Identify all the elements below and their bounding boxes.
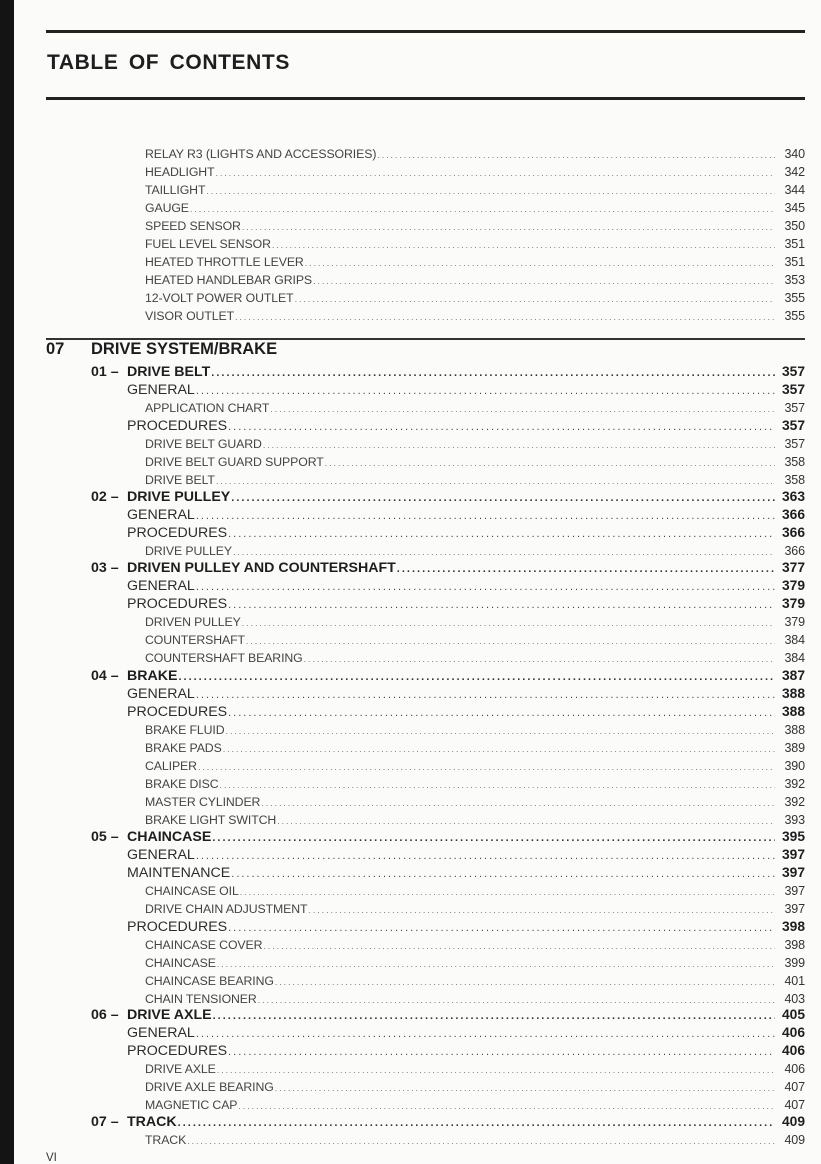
toc-entry-page: 355 [784, 309, 805, 323]
toc-entry-label: GAUGE [145, 201, 189, 215]
toc-entry-label: FUEL LEVEL SENSOR [145, 237, 271, 251]
dot-leader [238, 1101, 775, 1111]
toc-entry[interactable] [145, 273, 805, 287]
toc-entry-page: 398 [781, 919, 805, 934]
toc-entry[interactable] [145, 147, 805, 161]
toc-entry-page: 397 [781, 847, 805, 862]
chapter-title: BRAKE [127, 668, 178, 684]
toc-entry-page: 357 [784, 437, 805, 451]
dot-leader [275, 1083, 775, 1093]
dot-leader [228, 707, 775, 719]
dot-leader [228, 421, 775, 433]
section-title: DRIVE SYSTEM/BRAKE [91, 340, 278, 358]
toc-entry-page: 397 [781, 865, 805, 880]
toc-entry-label: 12-VOLT POWER OUTLET [145, 291, 294, 305]
toc-entry[interactable] [145, 938, 805, 952]
chapter-page: 409 [781, 1114, 805, 1129]
chapter-page: 395 [781, 829, 805, 844]
toc-entry-label: HEADLIGHT [145, 165, 215, 179]
chapter-number: 06 – [91, 1007, 119, 1023]
dot-leader [305, 258, 775, 268]
chapter-title: DRIVE BELT [127, 364, 211, 380]
toc-entry-page: 358 [784, 473, 805, 487]
toc-entry-page: 407 [784, 1098, 805, 1112]
toc-entry-page: 379 [781, 596, 805, 611]
toc-entry[interactable] [145, 902, 805, 916]
dot-leader [226, 726, 775, 736]
chapter-number: 04 – [91, 668, 119, 684]
toc-entry[interactable] [145, 1133, 805, 1147]
toc-entry-label: DRIVEN PULLEY [145, 615, 241, 629]
toc-subsection[interactable] [127, 865, 805, 881]
toc-entry-page: 345 [784, 201, 805, 215]
dot-leader [397, 563, 775, 575]
toc-entry[interactable] [145, 401, 805, 415]
toc-entry-page: 388 [784, 723, 805, 737]
chapter-number: 02 – [91, 489, 119, 505]
page-title: TABLE OF CONTENTS [47, 51, 290, 74]
toc-entry-label: COUNTERSHAFT [145, 633, 245, 647]
toc-entry-page: 357 [781, 382, 805, 397]
toc-entry-page: 388 [781, 686, 805, 701]
toc-entry-page: 401 [784, 974, 805, 988]
toc-entry-label: DRIVE BELT GUARD [145, 437, 262, 451]
toc-entry-page: 389 [784, 741, 805, 755]
toc-entry-page: 397 [784, 902, 805, 916]
toc-entry[interactable] [145, 1098, 805, 1112]
dot-leader [295, 294, 775, 304]
toc-entry[interactable] [145, 201, 805, 215]
dot-leader [228, 1046, 775, 1058]
toc-chapter[interactable] [91, 1114, 805, 1130]
toc-subsection[interactable] [127, 704, 805, 720]
toc-entry-page: 397 [784, 884, 805, 898]
chapter-title: DRIVE AXLE [127, 1007, 212, 1023]
section-number: 07 [46, 340, 65, 358]
toc-entry-label: GENERAL [127, 1025, 195, 1041]
toc-entry-label: MASTER CYLINDER [145, 795, 261, 809]
toc-entry-page: 388 [781, 704, 805, 719]
toc-chapter[interactable] [91, 829, 805, 845]
dot-leader [275, 977, 775, 987]
toc-entry-page: 358 [784, 455, 805, 469]
toc-entry-label: BRAKE FLUID [145, 723, 225, 737]
toc-entry[interactable] [145, 219, 805, 233]
toc-entry-label: VISOR OUTLET [145, 309, 234, 323]
dot-leader [258, 995, 775, 1005]
toc-entry-label: DRIVE BELT [145, 473, 215, 487]
dot-leader [272, 240, 775, 250]
toc-entry-label: GENERAL [127, 578, 195, 594]
toc-entry[interactable] [145, 1062, 805, 1076]
dot-leader [211, 367, 775, 379]
toc-entry[interactable] [145, 956, 805, 970]
dot-leader [228, 599, 775, 611]
toc-entry-label: DRIVE PULLEY [145, 544, 232, 558]
dot-leader [263, 941, 775, 951]
dot-leader [263, 440, 775, 450]
toc-entry-label: COUNTERSHAFT BEARING [145, 651, 303, 665]
toc-entry-label: HEATED HANDLEBAR GRIPS [145, 273, 313, 287]
toc-entry[interactable] [145, 777, 805, 791]
dot-leader [206, 186, 775, 196]
dot-leader [231, 492, 775, 504]
toc-entry[interactable] [145, 741, 805, 755]
dot-leader [377, 150, 775, 160]
toc-entry-label: GENERAL [127, 507, 195, 523]
toc-entry-page: 398 [784, 938, 805, 952]
toc-subsection[interactable] [127, 686, 805, 702]
toc-entry-page: 355 [784, 291, 805, 305]
dot-leader [246, 636, 775, 646]
toc-entry[interactable] [145, 255, 805, 269]
dot-leader [196, 1028, 775, 1040]
toc-entry-page: 384 [784, 633, 805, 647]
header-rule-bottom [46, 97, 805, 100]
toc-entry-page: 340 [784, 147, 805, 161]
page-number-footer: VI [46, 1152, 57, 1164]
toc-entry-label: CHAINCASE COVER [145, 938, 263, 952]
toc-entry-page: 357 [784, 401, 805, 415]
toc-entry-page: 351 [784, 255, 805, 269]
dot-leader [190, 204, 775, 214]
toc-entry[interactable] [145, 723, 805, 737]
dot-leader [198, 762, 775, 772]
toc-entry-label: TAILLIGHT [145, 183, 206, 197]
toc-entry-label: SPEED SENSOR [145, 219, 241, 233]
chapter-title: DRIVE PULLEY [127, 489, 231, 505]
toc-subsection[interactable] [127, 507, 805, 523]
toc-entry-page: 393 [784, 813, 805, 827]
dot-leader [242, 618, 775, 628]
toc-entry-label: PROCEDURES [127, 418, 228, 434]
toc-subsection[interactable] [127, 1043, 805, 1059]
dot-leader [240, 887, 775, 897]
toc-entry-label: CHAIN TENSIONER [145, 992, 257, 1006]
page-binding-edge [0, 0, 14, 1164]
toc-entry-label: GENERAL [127, 686, 195, 702]
dot-leader [235, 312, 775, 322]
toc-entry-label: GENERAL [127, 382, 195, 398]
dot-leader [231, 868, 775, 880]
toc-entry-label: DRIVE BELT GUARD SUPPORT [145, 455, 324, 469]
chapter-number: 03 – [91, 560, 119, 576]
toc-entry-label: RELAY R3 (LIGHTS AND ACCESSORIES) [145, 147, 377, 161]
toc-entry-page: 403 [784, 992, 805, 1006]
toc-entry-label: MAINTENANCE [127, 865, 231, 881]
toc-entry-page: 353 [784, 273, 805, 287]
toc-entry-page: 392 [784, 795, 805, 809]
toc-entry[interactable] [145, 633, 805, 647]
dot-leader [308, 905, 775, 915]
toc-entry[interactable] [145, 183, 805, 197]
toc-entry-page: 366 [781, 525, 805, 540]
chapter-number: 05 – [91, 829, 119, 845]
toc-entry-page: 357 [781, 418, 805, 433]
toc-entry-label: MAGNETIC CAP [145, 1098, 238, 1112]
toc-entry-page: 351 [784, 237, 805, 251]
dot-leader [213, 1010, 775, 1022]
toc-subsection[interactable] [127, 578, 805, 594]
chapter-title: CHAINCASE [127, 829, 212, 845]
toc-entry-page: 392 [784, 777, 805, 791]
toc-entry-page: 366 [781, 507, 805, 522]
chapter-page: 405 [781, 1007, 805, 1022]
toc-entry-page: 350 [784, 219, 805, 233]
toc-entry-page: 390 [784, 759, 805, 773]
toc-chapter[interactable] [91, 364, 805, 380]
dot-leader [261, 798, 775, 808]
toc-entry[interactable] [145, 544, 805, 558]
chapter-number: 01 – [91, 364, 119, 380]
dot-leader [217, 959, 775, 969]
chapter-page: 357 [781, 364, 805, 379]
toc-entry[interactable] [145, 237, 805, 251]
toc-entry[interactable] [145, 473, 805, 487]
dot-leader [242, 222, 775, 232]
dot-leader [178, 671, 775, 683]
dot-leader [313, 276, 775, 286]
toc-entry[interactable] [145, 795, 805, 809]
dot-leader [219, 780, 775, 790]
toc-subsection[interactable] [127, 847, 805, 863]
toc-entry-label: DRIVE CHAIN ADJUSTMENT [145, 902, 308, 916]
toc-entry[interactable] [145, 291, 805, 305]
toc-entry-page: 406 [784, 1062, 805, 1076]
toc-entry[interactable] [145, 165, 805, 179]
chapter-title: TRACK [127, 1114, 177, 1130]
dot-leader [325, 458, 775, 468]
dot-leader [228, 528, 775, 540]
toc-entry-label: GENERAL [127, 847, 195, 863]
section-heading[interactable] [46, 340, 277, 359]
toc-entry-label: CHAINCASE OIL [145, 884, 239, 898]
toc-entry-label: CHAINCASE BEARING [145, 974, 274, 988]
toc-entry-label: BRAKE LIGHT SWITCH [145, 813, 277, 827]
toc-chapter[interactable] [91, 489, 805, 505]
dot-leader [228, 922, 775, 934]
toc-entry[interactable] [145, 759, 805, 773]
toc-subsection[interactable] [127, 525, 805, 541]
toc-entry-label: DRIVE AXLE [145, 1062, 216, 1076]
toc-entry-label: CHAINCASE [145, 956, 216, 970]
dot-leader [212, 832, 775, 844]
toc-chapter[interactable] [91, 1007, 805, 1023]
dot-leader [196, 689, 775, 701]
toc-entry-label: BRAKE PADS [145, 741, 222, 755]
toc-entry-label: DRIVE AXLE BEARING [145, 1080, 274, 1094]
chapter-page: 363 [781, 489, 805, 504]
dot-leader [196, 510, 775, 522]
toc-entry-page: 409 [784, 1133, 805, 1147]
toc-subsection[interactable] [127, 382, 805, 398]
toc-entry-page: 379 [784, 615, 805, 629]
toc-entry[interactable] [145, 651, 805, 665]
toc-entry-label: BRAKE DISC [145, 777, 219, 791]
toc-chapter[interactable] [91, 560, 805, 576]
toc-entry-label: PROCEDURES [127, 919, 228, 935]
toc-entry[interactable] [145, 884, 805, 898]
chapter-number: 07 – [91, 1114, 119, 1130]
toc-chapter[interactable] [91, 668, 805, 684]
dot-leader [223, 744, 775, 754]
toc-entry-label: PROCEDURES [127, 704, 228, 720]
dot-leader [196, 385, 775, 397]
dot-leader [216, 476, 775, 486]
dot-leader [178, 1117, 775, 1129]
toc-entry[interactable] [145, 974, 805, 988]
toc-entry-label: CALIPER [145, 759, 197, 773]
toc-entry-page: 344 [784, 183, 805, 197]
toc-entry[interactable] [145, 992, 805, 1006]
toc-entry-label: APPLICATION CHART [145, 401, 270, 415]
header-rule-top [46, 30, 805, 33]
dot-leader [196, 850, 775, 862]
toc-entry[interactable] [145, 615, 805, 629]
toc-entry-label: PROCEDURES [127, 525, 228, 541]
toc-entry-page: 366 [784, 544, 805, 558]
toc-subsection[interactable] [127, 596, 805, 612]
toc-entry-page: 399 [784, 956, 805, 970]
toc-entry-page: 384 [784, 651, 805, 665]
toc-entry[interactable] [145, 437, 805, 451]
toc-entry-label: PROCEDURES [127, 1043, 228, 1059]
dot-leader [187, 1136, 775, 1146]
toc-entry[interactable] [145, 1080, 805, 1094]
toc-entry[interactable] [145, 309, 805, 323]
toc-entry[interactable] [145, 813, 805, 827]
toc-entry-page: 407 [784, 1080, 805, 1094]
dot-leader [270, 404, 775, 414]
toc-entry-page: 342 [784, 165, 805, 179]
toc-entry-label: PROCEDURES [127, 596, 228, 612]
chapter-page: 377 [781, 560, 805, 575]
chapter-title: DRIVEN PULLEY AND COUNTERSHAFT [127, 560, 396, 576]
dot-leader [233, 547, 775, 557]
toc-subsection[interactable] [127, 418, 805, 434]
toc-entry-page: 406 [781, 1025, 805, 1040]
toc-entry-page: 379 [781, 578, 805, 593]
dot-leader [304, 654, 775, 664]
toc-entry-page: 406 [781, 1043, 805, 1058]
toc-subsection[interactable] [127, 1025, 805, 1041]
toc-subsection[interactable] [127, 919, 805, 935]
chapter-page: 387 [781, 668, 805, 683]
dot-leader [277, 816, 775, 826]
toc-entry-label: HEATED THROTTLE LEVER [145, 255, 304, 269]
dot-leader [215, 168, 775, 178]
toc-entry-label: TRACK [145, 1133, 187, 1147]
dot-leader [217, 1065, 775, 1075]
toc-entry[interactable] [145, 455, 805, 469]
dot-leader [196, 581, 775, 593]
